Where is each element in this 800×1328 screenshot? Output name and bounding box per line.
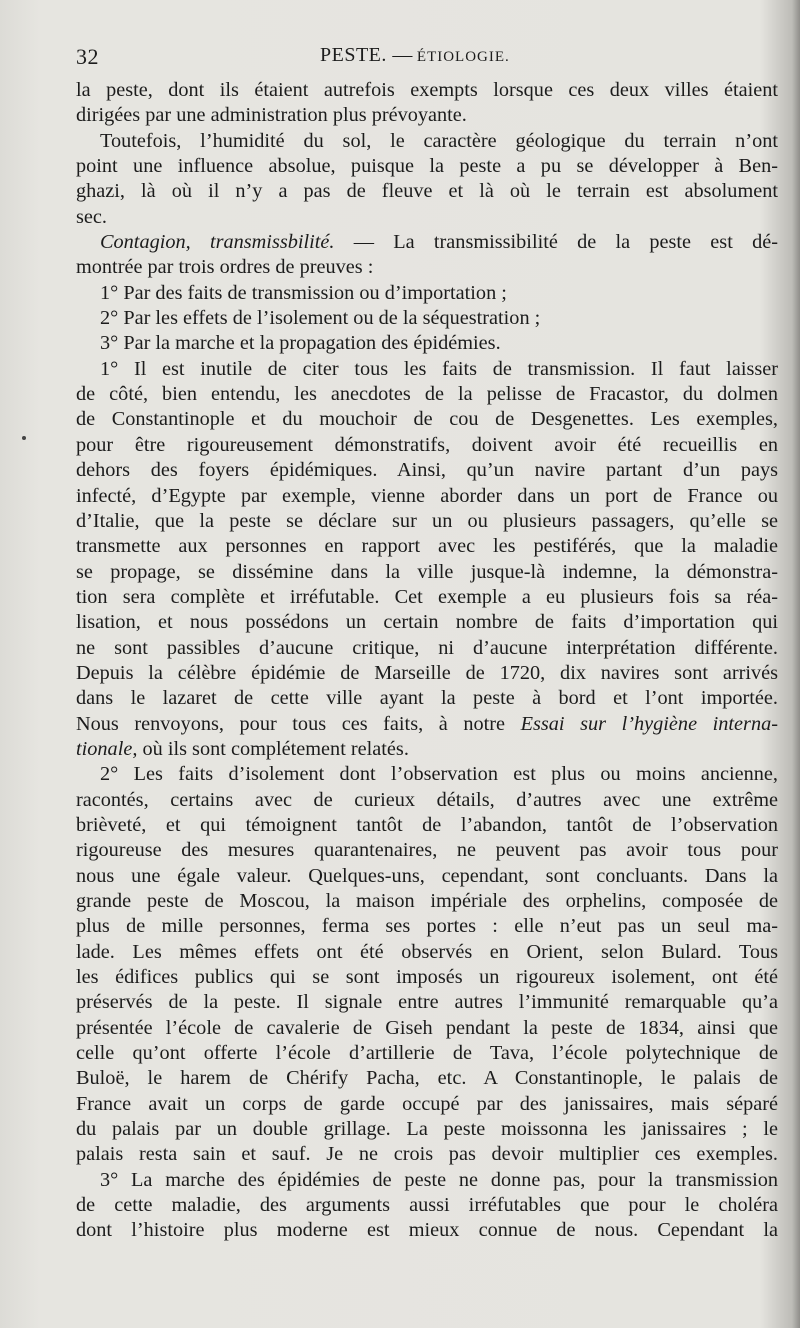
- line-text: racontés, certains avec de curieux détails, d’autres avec une extrême: [76, 788, 778, 811]
- line-text: plus de mille personnes, ferma ses portes : elle n’eut pas un seul ma-: [76, 915, 778, 938]
- text-line: [76, 78, 778, 103]
- text-line: [76, 331, 778, 356]
- line-text: 3° La marche des épidémies de peste ne donne pas, pour la transmission: [100, 1168, 778, 1191]
- text-line: [76, 407, 778, 432]
- line-text: de Constantinople et du mouchoir de cou de Desgenettes. Les exemples,: [76, 408, 778, 431]
- italic-text: tionale,: [76, 737, 138, 760]
- line-text: 1° Par des faits de transmission ou d’importation ;: [100, 281, 507, 304]
- line-text: palais resta sain et sauf. Je ne crois pas devoir multiplier ces exemples.: [76, 1143, 778, 1166]
- line-text: montrée par trois ordres de preuves :: [76, 256, 374, 279]
- line-text: 3° Par la marche et la propagation des épidémies.: [100, 332, 501, 355]
- text-line: [76, 1041, 778, 1066]
- line-text: pour être rigoureusement démonstratifs, doivent avoir été recueillis en: [76, 433, 778, 456]
- line-text: transmette aux personnes en rapport avec les pestiférés, que la maladie: [76, 535, 778, 558]
- line-text: — La transmissibilité de la peste est dé-: [334, 231, 778, 254]
- line-text: point une influence absolue, puisque la peste a pu se développer à Ben-: [76, 155, 778, 178]
- line-text: la peste, dont ils étaient autrefois exempts lorsque ces deux villes étaient: [76, 79, 778, 101]
- line-text: de côté, bien entendu, les anecdotes de la pelisse de Fracastor, du dolmen: [76, 383, 778, 406]
- italic-text: Essai sur l’hygiène interna-: [520, 712, 778, 735]
- page-number: 32: [76, 44, 99, 69]
- line-text: les édifices publics qui se sont imposés un rigoureux isolement, ont été: [76, 966, 778, 989]
- text-line: [76, 560, 778, 585]
- text-line: [76, 484, 778, 509]
- line-text: dans le lazaret de cette ville ayant la peste à bord et l’ont importée.: [76, 687, 778, 710]
- line-text: nous une égale valeur. Quelques-uns, cependant, sont concluants. Dans la: [76, 864, 778, 887]
- text-line: [76, 103, 778, 128]
- line-text: où ils sont complétement relatés.: [137, 737, 409, 760]
- text-line: [76, 661, 778, 686]
- text-line: [76, 433, 778, 458]
- line-text: de cette maladie, des arguments aussi irréfutables que pour le choléra: [76, 1194, 778, 1217]
- line-text: celle qu’ont offerte l’école d’artillerie de Tava, l’école polytechnique de: [76, 1042, 778, 1065]
- text-line: [76, 129, 778, 154]
- text-line: [76, 737, 778, 762]
- text-line: [76, 762, 778, 787]
- text-line: [76, 179, 778, 204]
- text-line: [76, 357, 778, 382]
- line-text: France avait un corps de garde occupé par des janissaires, mais séparé: [76, 1092, 778, 1115]
- text-line: [76, 636, 778, 661]
- line-text: Depuis la célèbre épidémie de Marseille de 1720, dix navires sont arrivés: [76, 661, 778, 684]
- running-title-sub: ÉTIOLOGIE.: [416, 49, 510, 65]
- line-text: tion sera complète et irréfutable. Cet exemple a eu plusieurs fois sa réa-: [76, 585, 778, 608]
- text-line: [76, 1142, 778, 1167]
- margin-mark: [22, 436, 26, 440]
- line-text: Buloë, le harem de Chérify Pacha, etc. A Constantinople, le palais de: [76, 1067, 778, 1090]
- running-header: [76, 38, 776, 74]
- text-line: [76, 990, 778, 1015]
- text-line: [76, 788, 778, 813]
- line-text: grande peste de Moscou, la maison impériale des orphelins, composée de: [76, 890, 778, 912]
- text-line: [76, 813, 778, 838]
- text-line: [76, 585, 778, 610]
- text-line: [76, 458, 778, 483]
- text-line: [76, 306, 778, 331]
- text-line: [76, 1218, 778, 1243]
- text-line: [76, 1117, 778, 1142]
- line-text: dirigées par une administration plus prévoyante.: [76, 104, 467, 127]
- text-line: [76, 1168, 778, 1193]
- text-line: [76, 1193, 778, 1218]
- line-text: infecté, d’Egypte par exemple, vienne aborder dans un port de France ou: [76, 484, 778, 507]
- line-text: Toutefois, l’humidité du sol, le caractère géologique du terrain n’ont: [100, 129, 778, 152]
- running-title-main: PESTE. —: [320, 44, 413, 66]
- text-line: [76, 712, 778, 737]
- text-line: [76, 1016, 778, 1041]
- line-text: ne sont passibles d’aucune critique, ni d’aucune interprétation différente.: [76, 636, 778, 659]
- text-line: [76, 205, 778, 230]
- text-line: [76, 509, 778, 534]
- text-line: [76, 864, 778, 889]
- text-line: [76, 534, 778, 559]
- text-line: [76, 255, 778, 280]
- line-text: 2° Par les effets de l’isolement ou de la séquestration ;: [100, 307, 541, 330]
- line-text: dont l’histoire plus moderne est mieux connue de nous. Cependant la: [76, 1219, 778, 1242]
- text-line: [76, 1066, 778, 1091]
- body-text: [76, 78, 778, 1244]
- text-line: [76, 230, 778, 255]
- line-text: du palais par un double grillage. La peste moissonna les janissaires ; le: [76, 1118, 778, 1141]
- text-line: [76, 889, 778, 914]
- line-text: lade. Les mêmes effets ont été observés en Orient, selon Bulard. Tous: [76, 940, 778, 963]
- text-line: [76, 610, 778, 635]
- text-line: [76, 965, 778, 990]
- line-text: préservés de la peste. Il signale entre autres l’immunité remarquable qu’a: [76, 991, 778, 1014]
- line-text: se propage, se dissémine dans la ville jusque-là indemne, la démonstra-: [76, 560, 778, 583]
- line-text: sec.: [76, 205, 107, 228]
- text-line: [76, 281, 778, 306]
- text-line: [76, 940, 778, 965]
- text-line: [76, 382, 778, 407]
- line-text: brièveté, et qui témoignent tantôt de l’abandon, tantôt de l’observation: [76, 813, 778, 836]
- line-text: 1° Il est inutile de citer tous les faits de transmission. Il faut laisser: [100, 357, 778, 380]
- line-text: 2° Les faits d’isolement dont l’observation est plus ou moins ancienne,: [100, 763, 778, 786]
- line-text: Nous renvoyons, pour tous ces faits, à notre: [76, 712, 521, 735]
- line-text: présentée l’école de cavalerie de Giseh pendant la peste de 1834, ainsi que: [76, 1016, 778, 1039]
- text-line: [76, 838, 778, 863]
- text-line: [76, 154, 778, 179]
- line-text: rigoureuse des mesures quarantenaires, ne peuvent pas avoir tous pour: [76, 839, 778, 862]
- text-line: [76, 686, 778, 711]
- italic-text: Contagion, transmissbilité.: [100, 231, 335, 254]
- line-text: ghazi, là où il n’y a pas de fleuve et là où le terrain est absolument: [76, 180, 778, 203]
- running-title: [320, 44, 510, 67]
- line-text: d’Italie, que la peste se déclare sur un ou plusieurs passagers, qu’elle se: [76, 509, 778, 532]
- text-line: [76, 914, 778, 939]
- text-line: [76, 1092, 778, 1117]
- line-text: dehors des foyers épidémiques. Ainsi, qu’un navire partant d’un pays: [76, 459, 778, 482]
- line-text: lisation, et nous possédons un certain nombre de faits d’importation qui: [76, 611, 778, 634]
